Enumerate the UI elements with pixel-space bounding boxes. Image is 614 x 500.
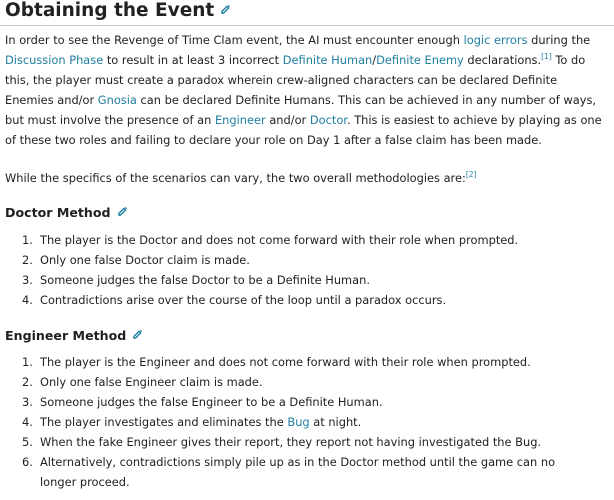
- list-item: [22, 372, 582, 392]
- methods-intro-paragraph: [5, 168, 605, 188]
- link-logic-errors[interactable]: logic errors: [463, 33, 528, 47]
- link-gnosia[interactable]: Gnosia: [97, 93, 137, 107]
- list-item-text: Only one false Doctor claim is made.: [40, 253, 250, 267]
- list-item-text: Alternatively, contradictions simply pile up as in the Doctor method until the game can no longer proceed.: [40, 455, 556, 489]
- heading-divider: [0, 25, 614, 26]
- list-number: 2.: [22, 253, 33, 267]
- link-engineer[interactable]: Engineer: [214, 113, 266, 127]
- list-item: [22, 230, 582, 250]
- link-definite-enemy[interactable]: Definite Enemy: [376, 53, 464, 67]
- doctor-method-heading: [5, 203, 128, 224]
- link-bug[interactable]: Bug: [287, 415, 310, 429]
- list-item: [22, 250, 582, 270]
- list-item: [22, 270, 582, 290]
- list-number: 6.: [22, 455, 33, 469]
- list-item-text: at night.: [309, 415, 362, 429]
- list-item: [22, 432, 582, 452]
- intro-text: and/or: [265, 113, 310, 127]
- list-number: 1.: [22, 355, 33, 369]
- intro-paragraph: [5, 30, 605, 150]
- list-item-text: Someone judges the false Doctor to be a Definite Human.: [40, 273, 370, 287]
- intro-text: to result in at least 3 incorrect: [103, 53, 283, 67]
- engineer-method-title: Engineer Method: [5, 328, 127, 343]
- section-title: Obtaining the Event: [5, 0, 215, 21]
- section-heading: [5, 0, 231, 24]
- intro-text: can be declared Definite Humans. This can be achieved in any number of ways, but must involve the presence of an: [5, 93, 597, 127]
- list-item: [22, 412, 582, 432]
- engineer-method-list: [22, 352, 582, 492]
- list-number: 5.: [22, 435, 33, 449]
- link-doctor[interactable]: Doctor: [309, 113, 347, 127]
- intro-text: In order to see the Revenge of Time Clam event, the AI must encounter enough: [5, 33, 464, 47]
- pencil-icon[interactable]: [132, 326, 143, 346]
- list-item-text: Only one false Engineer claim is made.: [40, 375, 263, 389]
- list-item-text: The player investigates and eliminates the: [40, 415, 288, 429]
- list-item: [22, 352, 582, 372]
- list-number: 3.: [22, 273, 33, 287]
- list-item: [22, 452, 582, 492]
- intro-text: during the: [527, 33, 591, 47]
- link-definite-human[interactable]: Definite Human: [282, 53, 373, 67]
- list-item: [22, 392, 582, 412]
- intro-text: To do this, the player must create a paradox wherein crew-aligned characters can be declared Definite Enemies and/or: [5, 53, 586, 107]
- list-item-text: When the fake Engineer gives their report, they report not having investigated the Bug.: [40, 435, 542, 449]
- intro-text: /: [372, 53, 377, 67]
- reference-2[interactable]: [2]: [465, 170, 477, 180]
- list-number: 4.: [22, 415, 33, 429]
- intro-text: declarations.: [463, 53, 542, 67]
- methods-intro-text: While the specifics of the scenarios can vary, the two overall methodologies are:: [5, 171, 466, 185]
- list-number: 4.: [22, 293, 33, 307]
- doctor-method-title: Doctor Method: [5, 205, 111, 220]
- doctor-method-list: [22, 230, 582, 310]
- list-number: 3.: [22, 395, 33, 409]
- list-item-text: The player is the Doctor and does not come forward with their role when prompted.: [40, 233, 519, 247]
- list-number: 2.: [22, 375, 33, 389]
- pencil-icon[interactable]: [220, 0, 231, 23]
- pencil-icon[interactable]: [117, 203, 128, 223]
- list-item-text: Someone judges the false Engineer to be a Definite Human.: [40, 395, 383, 409]
- link-discussion-phase[interactable]: Discussion Phase: [5, 53, 104, 67]
- reference-1[interactable]: [1]: [541, 52, 552, 62]
- list-item: [22, 290, 582, 310]
- list-item-text: The player is the Engineer and does not come forward with their role when prompted.: [40, 355, 531, 369]
- intro-text: . This is easiest to achieve by playing as one of these two roles and failing to declare your role on Day 1 after a false claim has been made.: [5, 113, 602, 147]
- engineer-method-heading: [5, 326, 143, 347]
- list-item-text: Contradictions arise over the course of the loop until a paradox occurs.: [40, 293, 447, 307]
- list-number: 1.: [22, 233, 33, 247]
